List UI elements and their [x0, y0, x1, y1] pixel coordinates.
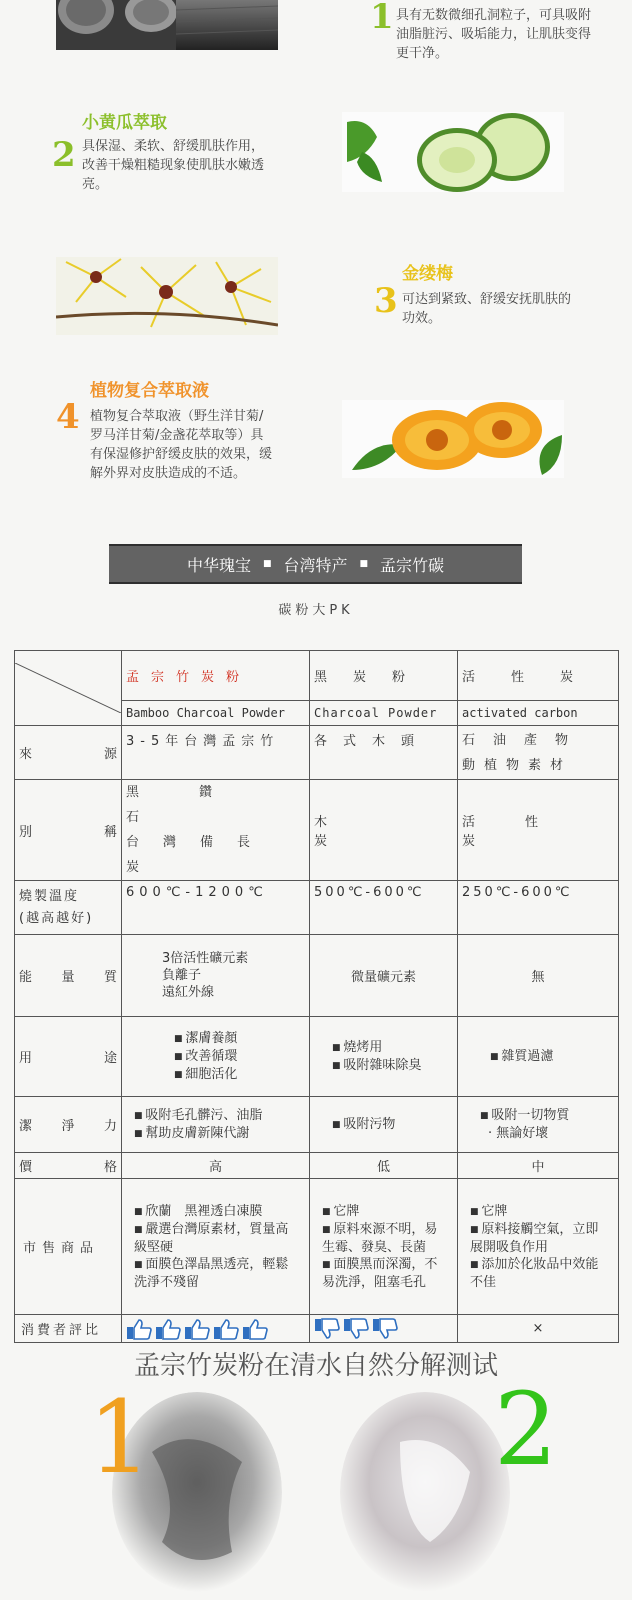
cell-alias-activated: 活性炭 — [458, 780, 619, 881]
cell-temp-activated: 250℃-600℃ — [458, 881, 619, 935]
head-bamboo-en: Bamboo Charcoal Powder — [122, 701, 310, 726]
banner-separator: ■ — [359, 559, 369, 569]
cell-products-charcoal — [310, 1179, 458, 1315]
charcoal-photo — [56, 0, 278, 50]
test-title: 孟宗竹炭粉在清水自然分解测试 — [133, 1351, 498, 1381]
banner-text-b: 台湾特产 — [283, 555, 348, 575]
cell-clean-charcoal — [310, 1097, 458, 1153]
products-charcoal-item: ■ 面膜黑而深濁，不易洗淨，阻塞毛孔 — [322, 1256, 443, 1291]
source-activated-line2: 動植物素材 — [462, 757, 573, 773]
clean-charcoal-item: ■ 吸附污物 — [332, 1116, 453, 1134]
clean-bamboo-item: ■ 吸附毛孔髒污、油脂 — [134, 1107, 305, 1125]
row-label-source: 來 源 — [15, 726, 122, 780]
sample-2-number: 2 — [494, 1371, 558, 1488]
thumbs-down-icon — [314, 1318, 340, 1340]
cell-source-activated — [458, 726, 619, 780]
calendula-photo — [342, 400, 564, 478]
cell-products-bamboo — [122, 1179, 310, 1315]
row-label-rating: 消費者評比 — [15, 1315, 122, 1343]
cell-products-activated — [458, 1179, 619, 1315]
cell-alias-bamboo — [122, 780, 310, 881]
ingredient-3-title: 金缕梅 — [402, 264, 453, 284]
cell-price-activated: 中 — [458, 1153, 619, 1179]
cell-use-activated — [458, 1017, 619, 1097]
products-charcoal-item: ■ 它牌 — [322, 1203, 443, 1221]
cell-rating-charcoal — [310, 1315, 458, 1343]
clean-activated-line2: · 無論好壞 — [488, 1126, 549, 1141]
row-label-alias: 別 稱 — [15, 780, 122, 881]
products-charcoal-item: ■ 原料來源不明，易生霉、發臭、長菌 — [322, 1221, 443, 1256]
use-bamboo-item: ■ 細胞活化 — [174, 1066, 305, 1084]
head-charcoal-en: Charcoal Powder — [310, 701, 458, 726]
use-activated-item: ■ 雜質過濾 — [490, 1048, 614, 1066]
products-bamboo-item: ■ 面膜色澤晶黑透亮，輕鬆洗淨不殘留 — [134, 1256, 301, 1291]
row-label-clean: 潔 淨 力 — [15, 1097, 122, 1153]
thumbs-up-icon — [126, 1318, 152, 1340]
ingredient-4-title: 植物复合萃取液 — [90, 381, 209, 401]
thumbs-down-icon — [343, 1318, 369, 1340]
sample-1-number: 1 — [88, 1379, 152, 1496]
cell-source-bamboo: 3-5年台灣孟宗竹 — [122, 726, 310, 780]
temp-label-line1: 燒製溫度 — [19, 888, 80, 904]
cell-clean-bamboo — [122, 1097, 310, 1153]
cell-use-bamboo — [122, 1017, 310, 1097]
witch-hazel-photo — [56, 257, 278, 335]
head-activated-en: activated carbon — [458, 701, 619, 726]
table-corner-cell — [15, 651, 122, 726]
ingredient-2-desc: 具保湿、柔软、舒缓肌肤作用，改善干燥粗糙现象使肌肤水嫩透亮。 — [82, 139, 265, 192]
row-label-temp — [15, 881, 122, 935]
comparison-table — [14, 650, 619, 1343]
thumbs-up-icon — [213, 1318, 239, 1340]
temp-label-line2: (越高越好) — [19, 910, 94, 926]
banner-text-a: 中华瑰宝 — [186, 555, 251, 575]
cell-clean-activated — [458, 1097, 619, 1153]
cell-price-bamboo: 高 — [122, 1153, 310, 1179]
head-charcoal-zh: 黑炭粉 — [310, 651, 458, 701]
ingredient-3-desc: 可达到紧致、舒缓安抚肌肤的功效。 — [402, 292, 572, 326]
ingredient-2-number: 2 — [52, 135, 76, 175]
head-bamboo-zh — [122, 651, 310, 701]
sample-2-photo — [340, 1392, 510, 1592]
cell-source-charcoal: 各式木頭 — [310, 726, 458, 780]
head-bamboo-zh-text: 孟宗竹炭粉 — [126, 670, 252, 685]
origin-banner — [109, 544, 522, 584]
ingredient-1-number: 1 — [370, 0, 394, 37]
products-activated-item: ■ 添加於化妝品中效能不佳 — [470, 1256, 604, 1291]
row-label-price: 價 格 — [15, 1153, 122, 1179]
alias-bamboo-line1: 黑鑽石 — [126, 785, 273, 825]
banner-separator: ■ — [262, 559, 272, 569]
ingredient-3-number: 3 — [374, 281, 398, 321]
use-bamboo-item: ■ 潔膚養顏 — [174, 1030, 305, 1048]
cell-rating-activated: × — [458, 1315, 619, 1343]
clean-bamboo-item: ■ 幫助皮膚新陳代謝 — [134, 1125, 305, 1143]
row-label-use: 用 途 — [15, 1017, 122, 1097]
energy-bamboo-line3: 遠紅外線 — [162, 985, 215, 1000]
alias-bamboo-line2: 台灣備長炭 — [126, 835, 275, 875]
cell-price-charcoal: 低 — [310, 1153, 458, 1179]
products-activated-item: ■ 它牌 — [470, 1203, 604, 1221]
thumbs-up-icon — [184, 1318, 210, 1340]
head-activated-zh: 活性炭 — [458, 651, 619, 701]
row-label-energy: 能 量 質 — [15, 935, 122, 1017]
ingredient-4-desc: 植物复合萃取液（野生洋甘菊/罗马洋甘菊/金盏花萃取等）具有保湿修护舒缓皮肤的效果，缓解外界对皮肤造成的不适。 — [90, 409, 273, 481]
cell-temp-charcoal: 500℃-600℃ — [310, 881, 458, 935]
ingredient-2-title: 小黄瓜萃取 — [82, 113, 167, 133]
thumbs-up-icon — [242, 1318, 268, 1340]
use-charcoal-item: ■ 燒烤用 — [332, 1039, 453, 1057]
cell-alias-charcoal: 木炭 — [310, 780, 458, 881]
cell-rating-bamboo — [122, 1315, 310, 1343]
cell-temp-bamboo: 600℃-1200℃ — [122, 881, 310, 935]
thumbs-down-icon — [372, 1318, 398, 1340]
ingredient-1-desc: 具有无数微细孔洞粒子，可具吸附油脂脏污、吸垢能力，让肌肤变得更干净。 — [396, 8, 592, 61]
ingredient-4-number: 4 — [56, 397, 80, 437]
use-charcoal-item: ■ 吸附雜味除臭 — [332, 1057, 453, 1075]
cell-energy-bamboo — [122, 935, 310, 1017]
energy-bamboo-line1: 3倍活性礦元素 — [162, 951, 249, 966]
pk-subtitle: 碳粉大PK — [278, 603, 354, 618]
products-activated-item: ■ 原料接觸空氣，立即展開吸負作用 — [470, 1221, 604, 1256]
row-label-products: 市售商品 — [15, 1179, 122, 1315]
products-bamboo-item: ■ 欣蘭 黑裡透白凍膜 — [134, 1203, 301, 1221]
cell-energy-charcoal: 微量礦元素 — [310, 935, 458, 1017]
energy-bamboo-line2: 負離子 — [162, 968, 202, 983]
use-bamboo-item: ■ 改善循環 — [174, 1048, 305, 1066]
cell-use-charcoal — [310, 1017, 458, 1097]
clean-activated-line1: ■ 吸附一切物質 — [480, 1107, 614, 1125]
source-activated-line1: 石油產物 — [462, 732, 587, 748]
cell-energy-activated: 無 — [458, 935, 619, 1017]
banner-text-c: 孟宗竹碳 — [380, 555, 445, 575]
products-bamboo-item: ■ 嚴選台灣原素材，質量高級堅硬 — [134, 1221, 301, 1256]
cucumber-photo — [342, 112, 564, 192]
thumbs-up-icon — [155, 1318, 181, 1340]
